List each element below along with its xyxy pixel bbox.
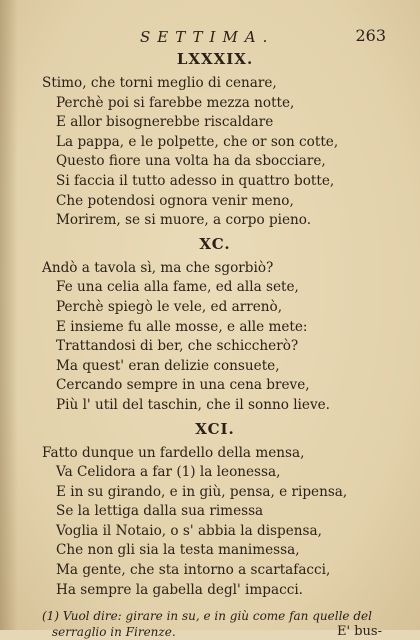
verse-line: Trattandosi di ber, che schiccherò? (56, 338, 299, 355)
verse-line: Ma gente, che sta intorno a scartafacci, (56, 562, 331, 579)
catchword: E' bus- (337, 624, 382, 640)
verse-line: Più l' util del taschin, che il sonno lieve. (56, 396, 330, 413)
stanza-number: XCI. (195, 419, 235, 438)
verse-line: Si faccia il tutto adesso in quattro botte, (56, 172, 335, 189)
verse-line: Ha sempre la gabella degl' impacci. (56, 581, 303, 598)
binding-shadow (0, 0, 18, 630)
verse-line: Questo fiore una volta ha da sbocciare, (56, 153, 326, 170)
verse-line: Morirem, se si muore, a corpo pieno. (56, 212, 312, 229)
verse-line: Perchè poi si farebbe mezza notte, (56, 94, 295, 111)
page-header (42, 28, 388, 50)
verse-line: Fe una celia alla fame, ed alla sete, (56, 279, 299, 296)
verse-line: E in su girando, e in giù, pensa, e ripensa, (56, 483, 348, 500)
running-head: SETTIMA. (140, 28, 275, 46)
verse-line: Cercando sempre in una cena breve, (56, 377, 310, 394)
verse-line: La pappa, e le polpette, che or son cotte, (56, 133, 339, 150)
verse-line: Voglia il Notaio, o s' abbia la dispensa, (56, 522, 322, 539)
verse-line: Che non gli sia la testa manimessa, (56, 542, 300, 559)
stanza-verse (42, 444, 388, 601)
footnote-line: (1) Vuol dire: girare in su, e in giù come fan quelle del (42, 609, 372, 624)
footnote-line-continued (42, 624, 388, 640)
footnote-line: serraglio in Firenze. (52, 625, 176, 640)
page-number: 263 (355, 26, 386, 45)
verse-line: E insieme fu alle mosse, e alle mete: (56, 318, 308, 335)
footnote (42, 608, 388, 640)
verse-line: Se la lettiga dalla sua rimessa (56, 503, 264, 520)
verse-line: Ma quest' eran delizie consuete, (56, 357, 280, 374)
stanza-verse (42, 74, 388, 231)
verse-line: E allor bisognerebbe riscaldare (56, 114, 274, 131)
verse-line: Stimo, che torni meglio di cenare, (42, 75, 277, 91)
stanza-number: XC. (199, 234, 231, 253)
verse-line: Che potendosi ognora venir meno, (56, 192, 294, 209)
verse-line: Fatto dunque un fardello della mensa, (42, 444, 305, 461)
stanza-verse (42, 259, 388, 416)
verse-line: Perchè spiegò le vele, ed arrenò, (56, 298, 283, 315)
verse-line: Va Celidora a far (1) la leonessa, (56, 464, 281, 481)
verse-line: Andò a tavola sì, ma che sgorbiò? (42, 259, 274, 276)
stanza-number: LXXXIX. (176, 50, 254, 68)
